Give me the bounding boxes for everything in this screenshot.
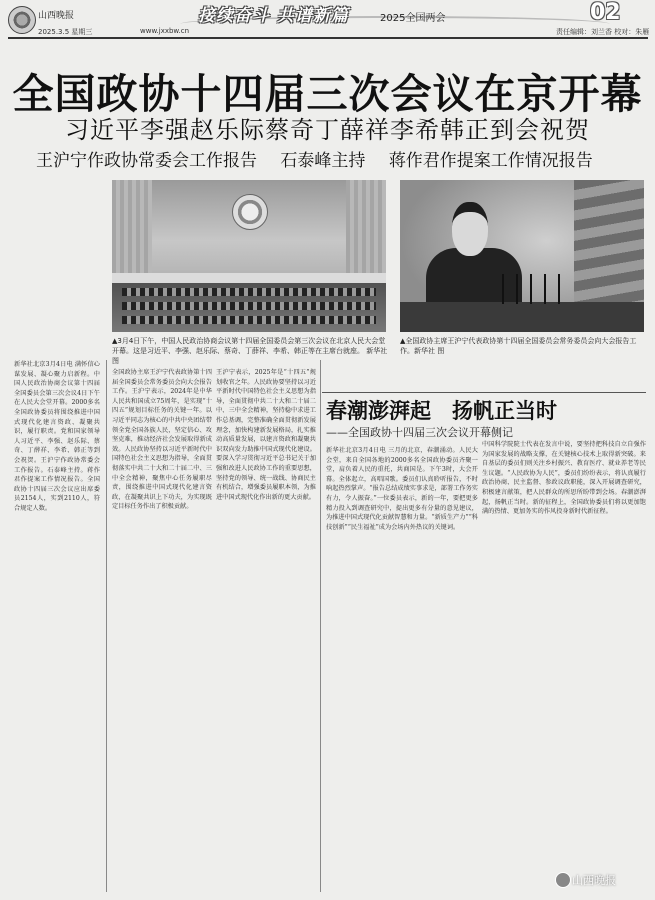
article-column-middle-2: 王沪宁表示，2025年是“十四五”规划收官之年。人民政协要坚持以习近平新时代中国特色社会主义思想为指导，全面贯彻中共二十大和二十届二中、三中全会精神，坚持稳中求进工作总基调，完整准确全面贯彻新发展理念，加快构建新发展格局，扎实推动高质量发展，以建言资政和凝聚共识双向发力助推中国式现代化建设。要深入学习贯彻习近平总书记关于加强和改进人民政协工作的重要思想，坚持党的领导、统一战线、协商民主有机结合，增强委员履职本领，为推进中国式现代化作出新的更大贡献。 (216, 369, 316, 501)
column-divider (320, 360, 321, 892)
seat-row (122, 288, 376, 296)
feature-column-2: 中国科学院院士代表在发言中说，要坚持把科技自立自强作为国家发展的战略支撑，在关键核心技术上取得新突破。来自基层的委员们则关注乡村振兴、教育医疗、就业养老等民生议题。“人民政协为人民”，委员们纷纷表示，将认真履行政治协商、民主监督、参政议政职能，深入开展调查研究，积极建言献策，把人民群众的所思所盼带到会场。春潮澎湃起，扬帆正当时。新的征程上，全国政协委员们将以更加饱满的热情、更加务实的作风投身新时代新征程。 (482, 441, 646, 516)
feature-title: 春潮澎湃起 扬帆正当时 (326, 399, 557, 423)
side-photo-caption: ▲全国政协主席王沪宁代表政协第十四届全国委员会常务委员会向大会报告工作。新华社 图 (400, 337, 637, 355)
feature-subtitle: ——全国政协十四届三次会议开幕侧记 (326, 426, 513, 439)
main-headline: 全国政协十四届三次会议在京开幕 (12, 70, 643, 118)
sub-headline: 习近平李强赵乐际蔡奇丁薛祥李希韩正到会祝贺 (65, 116, 590, 144)
curtain-right (346, 180, 386, 275)
microphone-icon (490, 274, 570, 304)
feature-rule (322, 392, 646, 393)
deck-item: 石泰峰主持 (280, 151, 366, 171)
national-emblem-icon (232, 194, 268, 230)
speaker-head (452, 202, 488, 256)
speaker-photo (400, 180, 644, 332)
column-divider (106, 360, 107, 892)
deck-item: 蒋作君作提案工作情况报告 (388, 151, 593, 171)
watermark: 山西晚报 (572, 874, 616, 887)
seat-row (122, 316, 376, 324)
masthead-rule (8, 37, 648, 39)
stage-banner (112, 273, 386, 283)
podium-desk (400, 302, 644, 332)
paper-website: www.jxxbw.cn (140, 27, 190, 35)
page-number: 02 (590, 0, 621, 25)
masthead (0, 0, 655, 42)
article-column-middle-1: 全国政协主席王沪宁代表政协第十四届全国委员会常务委员会向大会报告工作。王沪宁表示，2024年是中华人民共和国成立75周年，是实现“十四五”规划目标任务的关键一年。以习近平同志为核心的中共中央团结带领全党全国各族人民，坚定信心、攻坚克难，推动经济社会发展取得新成效。人民政协坚持以习近平新时代中国特色社会主义思想为指导，全面贯彻落实中共二十大和二十届二中、三中全会精神，聚焦中心任务履职尽责，围绕推进中国式现代化建言资政，在凝聚共识上下功夫，为实现既定目标任务作出了积极贡献。 (112, 369, 212, 511)
seat-row (122, 302, 376, 310)
main-photo-caption: ▲3月4日下午，中国人民政治协商会议第十四届全国委员会第三次会议在北京人民大会堂开幕。这是习近平、李强、赵乐际、蔡奇、丁薛祥、李希、韩正等在主席台就座。 新华社 图 (112, 337, 388, 365)
conference-hall-photo (112, 180, 386, 332)
deck-item: 王沪宁作政协常委会工作报告 (36, 151, 257, 171)
section-banner-tag: 2025全国两会 (380, 13, 446, 24)
paper-name: 山西晚报 (38, 11, 75, 21)
emblem-icon (8, 6, 36, 34)
issue-date: 2025.3.5 星期三 (38, 28, 93, 36)
headline-deck (36, 150, 611, 172)
editor-credits: 责任编辑：刘兰香 校对：朱雁 (556, 28, 650, 36)
feature-column-1: 新华社北京3月4日电 三月的北京，春潮涌动。人民大会堂，来自全国各地的2000多名全国政协委员齐聚一堂，肩负着人民的重托，共商国是。下午3时，大会开幕。全体起立，高唱国歌。委员们认真聆听报告，不时响起热烈掌声。“报告总结成绩实事求是，部署工作务实有力，令人振奋。”一位委员表示，新的一年，要把更多精力投入到调查研究中，提出更多有分量的意见建议，为推进中国式现代化贡献智慧和力量。“新质生产力”“科技创新”“民生福祉”成为会场内外热议的关键词。 (326, 447, 478, 531)
weibo-icon (555, 872, 571, 888)
curtain-left (112, 180, 152, 275)
section-banner: 接续奋斗 共谱新篇 (198, 6, 349, 26)
article-column-left: 新华社北京3月4日电 满怀信心谋发展、凝心聚力启新程。中国人民政治协商会议第十四届全国委员会第三次会议4日下午在人民大会堂开幕。2000多名全国政协委员将围绕推进中国式现代化建言资政、凝聚共识，履行职责。党和国家领导人习近平、李强、赵乐际、蔡奇、丁薛祥、李希、韩正等到会祝贺。王沪宁作政协常委会工作报告。石泰峰主持。蒋作君作提案工作情况报告。全国政协十四届三次会议应出席委员2154人，实到2110人，符合规定人数。 (14, 361, 100, 512)
